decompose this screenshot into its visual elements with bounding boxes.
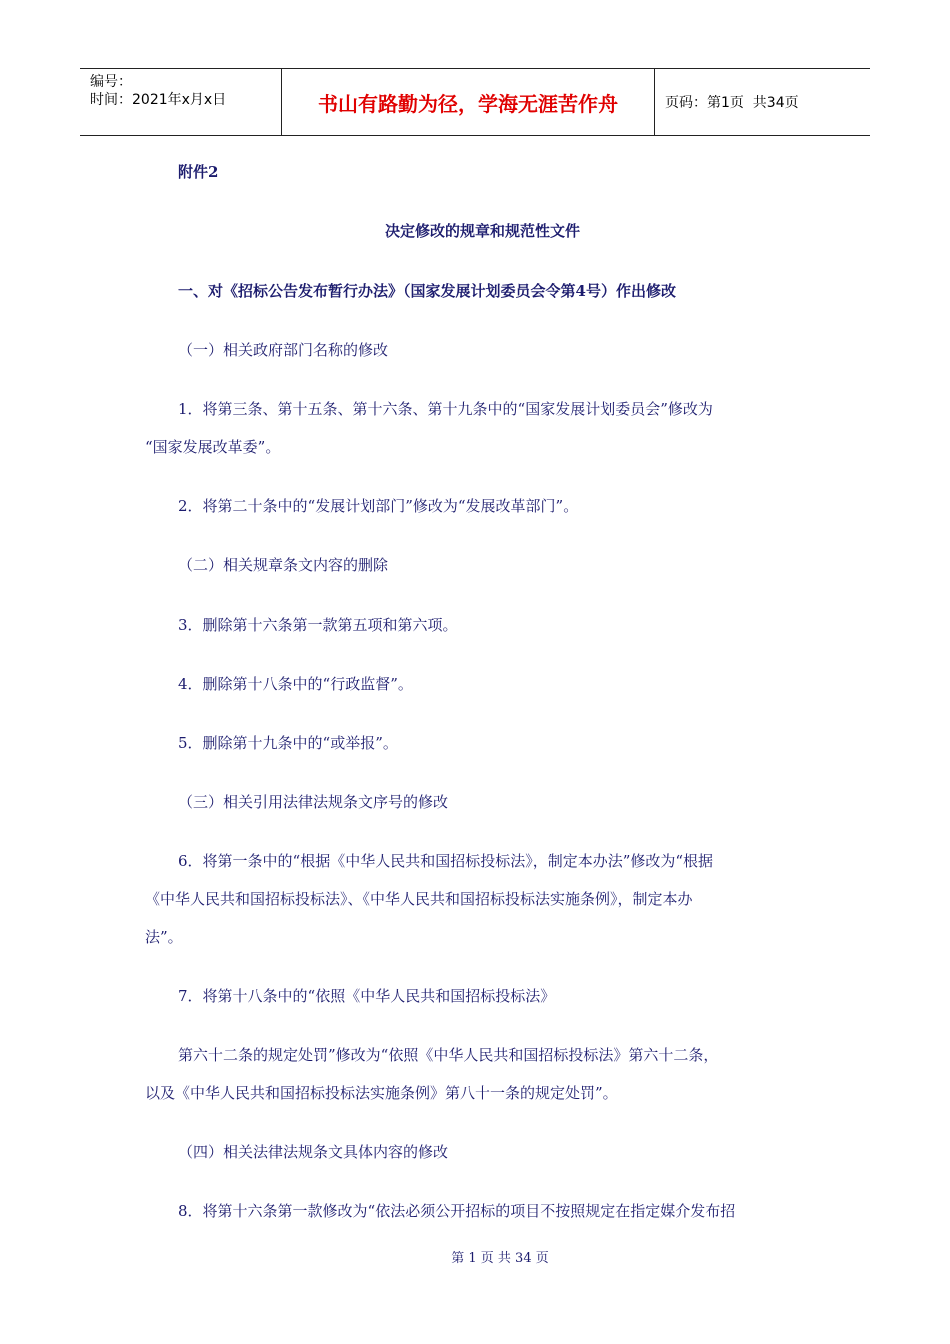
page-info-cell (655, 69, 870, 135)
paragraph-line: 3．删除第十六条第一款第五项和第六项。 (178, 616, 458, 634)
paragraph-line: 6．将第一条中的“根据《中华人民共和国招标投标法》，制定本办法”修改为“根据 (178, 852, 714, 870)
paragraph-line: 《中华人民共和国招标投标法》、《中华人民共和国招标投标法实施条例》，制定本办 (145, 890, 693, 908)
paragraph-line: 以及《中华人民共和国招标投标法实施条例》第八十一条的规定处罚”。 (145, 1084, 618, 1102)
motto-cell (282, 69, 655, 135)
paragraph-line: 4．删除第十八条中的“行政监督”。 (178, 675, 413, 693)
document-title: 决定修改的规章和规范性文件 (385, 222, 581, 240)
number-label: 编号： (90, 74, 132, 90)
paragraph-line: “国家发展改革委”。 (145, 438, 281, 456)
paragraph-line: 2．将第二十条中的“发展计划部门”修改为“发展改革部门”。 (178, 497, 579, 515)
paragraph-line: 第六十二条的规定处罚”修改为“依照《中华人民共和国招标投标法》第六十二条， (178, 1046, 719, 1064)
time-label: 时间：2021年x月x日 (90, 92, 227, 108)
subsection-heading: （三）相关引用法律法规条文序号的修改 (178, 793, 449, 811)
attachment-label: 附件2 (178, 163, 219, 181)
motto-text: 书山有路勤为径，学海无涯苦作舟 (318, 91, 618, 116)
paragraph-line: 法”。 (145, 928, 183, 946)
page-footer: 第 1 页 共 34 页 (451, 1251, 549, 1266)
header-meta-cell (80, 69, 282, 135)
subsection-heading: （二）相关规章条文内容的删除 (178, 556, 389, 574)
paragraph-line: 5．删除第十九条中的“或举报”。 (178, 734, 398, 752)
paragraph-line: 8．将第十六条第一款修改为“依法必须公开招标的项目不按照规定在指定媒介发布招 (178, 1202, 736, 1220)
header-table (80, 68, 870, 136)
subsection-heading: （一）相关政府部门名称的修改 (178, 341, 389, 359)
subsection-heading: （四）相关法律法规条文具体内容的修改 (178, 1143, 449, 1161)
paragraph-line: 7．将第十八条中的“依照《中华人民共和国招标投标法》 (178, 987, 556, 1005)
paragraph-line: 1．将第三条、第十五条、第十六条、第十九条中的“国家发展计划委员会”修改为 (178, 400, 713, 418)
page-info-text: 页码：第1页 共34页 (665, 95, 799, 111)
section-heading: 一、对《招标公告发布暂行办法》（国家发展计划委员会令第4号）作出修改 (178, 282, 676, 300)
